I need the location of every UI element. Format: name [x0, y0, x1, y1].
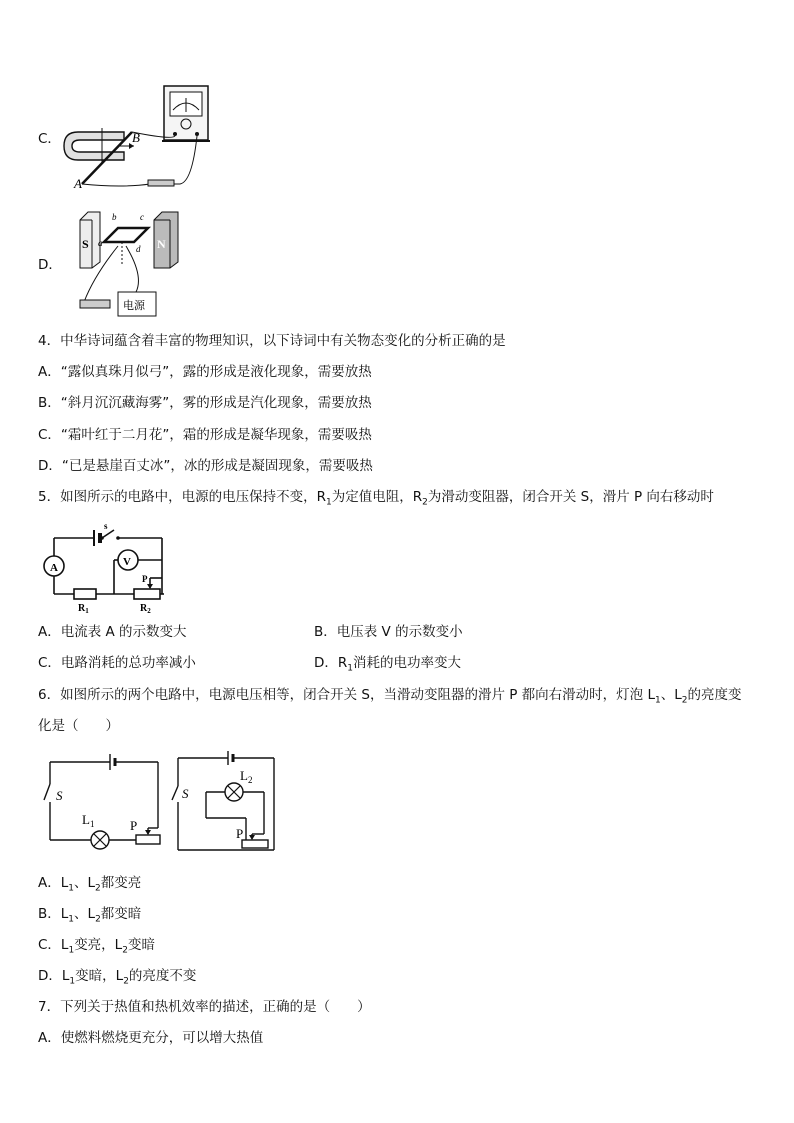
q5-label-r2-letter: R	[140, 603, 148, 614]
q5-stem-part2: 为定值电阻，R	[331, 489, 423, 505]
q6-label-p-left: P	[130, 818, 138, 833]
q5-label-r2-sub: 2	[147, 607, 151, 615]
q6-b-part2: 、L	[74, 906, 96, 922]
q5-option-d-part2: 消耗的电功率变大	[353, 655, 462, 671]
q5-ammeter-label: A	[50, 562, 58, 574]
q6-circuit-figure	[38, 748, 278, 858]
q6-label-s-left: S	[56, 788, 63, 803]
q3-c-label-b: B	[132, 130, 140, 145]
q6-stem-line2: 化是（ ）	[38, 718, 119, 734]
q4-option-a: A．“露似真珠月似弓”，露的形成是液化现象，需要放热	[38, 364, 372, 380]
q3-d-label-s: S	[82, 237, 89, 251]
q5-circuit-figure	[38, 520, 173, 616]
q6-stem-line1	[38, 686, 741, 704]
q5-label-p: P	[142, 574, 148, 584]
q6-d-part3: 的亮度不变	[128, 968, 197, 984]
q6-label-s-right: S	[182, 786, 189, 801]
q6-option-d	[38, 967, 196, 985]
q3-d-label-n: N	[157, 237, 166, 251]
q5-label-r1-sub: 1	[85, 607, 89, 615]
q5-option-d-part1: D．R	[314, 655, 348, 671]
q6-d-sub1: 1	[69, 976, 76, 987]
q6-a-part3: 都变亮	[100, 875, 142, 891]
q3-option-d-label: D．	[38, 257, 62, 273]
q4-option-d: D．“已是悬崖百丈冰”，冰的形成是凝固现象，需要吸热	[38, 458, 373, 474]
q6-b-sub1: 1	[68, 914, 75, 925]
q6-a-sub2: 2	[95, 883, 101, 894]
q6-option-a	[38, 874, 141, 892]
q3-option-c-figure	[62, 84, 222, 194]
q5-label-r1	[78, 603, 89, 615]
q6-label-l1-letter: L	[82, 812, 90, 827]
q6-b-part3: 都变暗	[100, 906, 142, 922]
q6-c-part1: C．L	[38, 937, 69, 953]
q6-label-l2	[240, 768, 252, 785]
q5-label-s: s	[104, 521, 108, 531]
q6-a-part1: A．L	[38, 875, 69, 891]
q3-c-label-a: A	[74, 176, 82, 191]
q3-option-d-figure	[74, 206, 184, 324]
q3-d-label-d: d	[136, 244, 141, 254]
q6-option-c	[38, 936, 155, 954]
q5-option-c: C．电路消耗的总功率减小	[38, 655, 196, 671]
q5-stem-sub2: 2	[422, 497, 428, 508]
q6-option-b	[38, 905, 141, 923]
q6-label-l1	[82, 812, 94, 829]
q6-c-part2: 变亮，L	[74, 937, 123, 953]
q3-d-power-label: 电源	[123, 300, 145, 312]
q5-label-r1-letter: R	[78, 603, 86, 614]
q5-option-d-sub: 1	[347, 663, 354, 674]
q5-label-r2	[140, 603, 151, 615]
q5-option-d	[314, 654, 461, 672]
q5-stem-part1: 5．如图所示的电路中，电源的电压保持不变，R	[38, 489, 326, 505]
q6-stem-part1: 6．如图所示的两个电路中，电源电压相等，闭合开关 S，当滑动变阻器的滑片 P 都向右滑动时，灯泡 L	[38, 687, 655, 703]
q5-option-b: B．电压表 V 的示数变小	[314, 624, 463, 640]
q6-label-l1-sub: 1	[89, 819, 95, 829]
q6-stem-sub1: 1	[654, 695, 661, 706]
q5-stem	[38, 488, 714, 506]
q6-stem-part3: 的亮度变	[687, 687, 742, 703]
q6-stem-sub2: 2	[681, 695, 688, 706]
q6-label-p-right: P	[236, 826, 244, 841]
q3-d-label-c: c	[140, 212, 144, 222]
q4-option-b: B．“斜月沉沉藏海雾”，雾的形成是汽化现象，需要放热	[38, 395, 372, 411]
q6-d-sub2: 2	[123, 976, 129, 987]
q7-stem: 7．下列关于热值和热机效率的描述，正确的是（ ）	[38, 999, 371, 1015]
q5-stem-part3: 为滑动变阻器，闭合开关 S，滑片 P 向右移动时	[427, 489, 714, 505]
q6-c-part3: 变暗	[127, 937, 155, 953]
q4-stem: 4．中华诗词蕴含着丰富的物理知识，以下诗词中有关物态变化的分析正确的是	[38, 333, 506, 349]
q6-d-part1: D．L	[38, 968, 70, 984]
q6-label-l2-letter: L	[240, 768, 248, 783]
q3-d-label-b: b	[112, 212, 117, 222]
q6-d-part2: 变暗，L	[75, 968, 124, 984]
q3-d-label-a: a	[98, 238, 103, 248]
q6-c-sub2: 2	[122, 945, 128, 956]
q5-option-a: A．电流表 A 的示数变大	[38, 624, 187, 640]
q6-b-part1: B．L	[38, 906, 69, 922]
q3-option-c-label: C．	[38, 131, 61, 147]
q5-voltmeter-label: V	[123, 556, 131, 568]
q6-b-sub2: 2	[95, 914, 101, 925]
q6-label-l2-sub: 2	[247, 775, 253, 785]
q7-option-a: A．使燃料燃烧更充分，可以增大热值	[38, 1030, 264, 1046]
q4-option-c: C．“霜叶红于二月花”，霜的形成是凝华现象，需要吸热	[38, 427, 372, 443]
q6-stem-part2: 、L	[660, 687, 682, 703]
q6-a-sub1: 1	[68, 883, 74, 894]
q6-a-part2: 、L	[74, 875, 96, 891]
q6-c-sub1: 1	[68, 945, 75, 956]
q5-stem-sub1: 1	[325, 497, 332, 508]
